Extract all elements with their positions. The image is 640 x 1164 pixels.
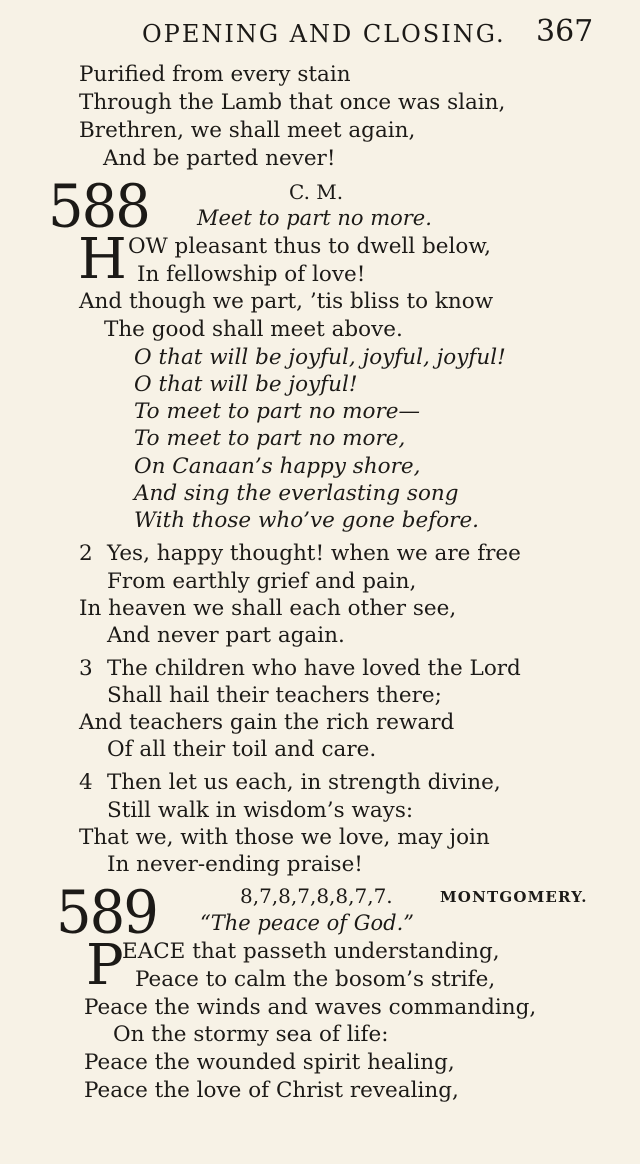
verse-number: 2 (79, 541, 93, 566)
hymn-589-drop-cap: P (86, 933, 124, 998)
verse-line: Of all their toil and care. (107, 737, 377, 762)
verse-number: 3 (79, 656, 93, 681)
verse-line: That we, with those we love, may join (79, 825, 490, 850)
hymn-588-subtitle: Meet to part no more. (197, 206, 432, 230)
verse-line: Still walk in wisdom’s ways: (107, 798, 414, 823)
chorus-line: To meet to part no more, (134, 426, 406, 451)
chorus-line: With those who’ve gone before. (134, 508, 480, 533)
verse-line: Shall hail their teachers there; (107, 683, 442, 708)
hymn-589-line: Peace to calm the bosom’s strife, (135, 967, 496, 992)
verse-line: 3 The children who have loved the Lord (79, 656, 521, 681)
hymn-number-588: 588 (48, 172, 149, 241)
continuation-line: And be parted never! (103, 146, 336, 171)
running-header: OPENING AND CLOSING. (142, 20, 506, 48)
verse-line: 4 Then let us each, in strength divine, (79, 770, 501, 795)
chorus-line: O that will be joyful, joyful, joyful! (134, 345, 506, 370)
verse-line: And never part again. (107, 623, 345, 648)
hymn-589-meter: 8,7,8,7,8,8,7,7. (240, 884, 393, 908)
chorus-line: To meet to part no more— (134, 399, 420, 424)
verse-line: 2 Yes, happy thought! when we are free (79, 541, 521, 566)
hymn-589-subtitle: “The peace of God.” (200, 911, 414, 935)
verse-line: From earthly grief and pain, (107, 569, 417, 594)
hymn-588-meter: C. M. (289, 180, 344, 204)
hymn-number-589: 589 (56, 878, 157, 947)
hymn-588-drop-cap: H (78, 227, 127, 292)
chorus-line: And sing the everlasting song (134, 481, 459, 506)
verse-number: 4 (79, 770, 93, 795)
chorus-line: O that will be joyful! (134, 372, 358, 397)
continuation-line: Purified from every stain (79, 62, 351, 87)
verse-line: And teachers gain the rich reward (79, 710, 455, 735)
chorus-line: On Canaan’s happy shore, (134, 454, 421, 479)
hymn-588-line: In fellowship of love! (137, 262, 366, 287)
verse-line: In never-ending praise! (107, 852, 363, 877)
hymn-588-line: The good shall meet above. (104, 317, 403, 342)
continuation-line: Brethren, we shall meet again, (79, 118, 416, 143)
hymn-589-line: EACE that passeth understanding, (122, 939, 500, 964)
hymn-588-line: And though we part, ’tis bliss to know (79, 289, 494, 314)
hymn-589-line: Peace the love of Christ revealing, (84, 1078, 459, 1103)
hymn-589-line: Peace the wounded spirit healing, (84, 1050, 455, 1075)
continuation-line: Through the Lamb that once was slain, (79, 90, 506, 115)
verse-line: In heaven we shall each other see, (79, 596, 457, 621)
hymn-588-line: OW pleasant thus to dwell below, (128, 234, 492, 259)
hymn-589-line: Peace the winds and waves commanding, (84, 995, 537, 1020)
hymn-589-tune: MONTGOMERY. (440, 888, 588, 906)
page-number: 367 (536, 14, 594, 49)
hymn-589-line: On the stormy sea of life: (113, 1022, 389, 1047)
